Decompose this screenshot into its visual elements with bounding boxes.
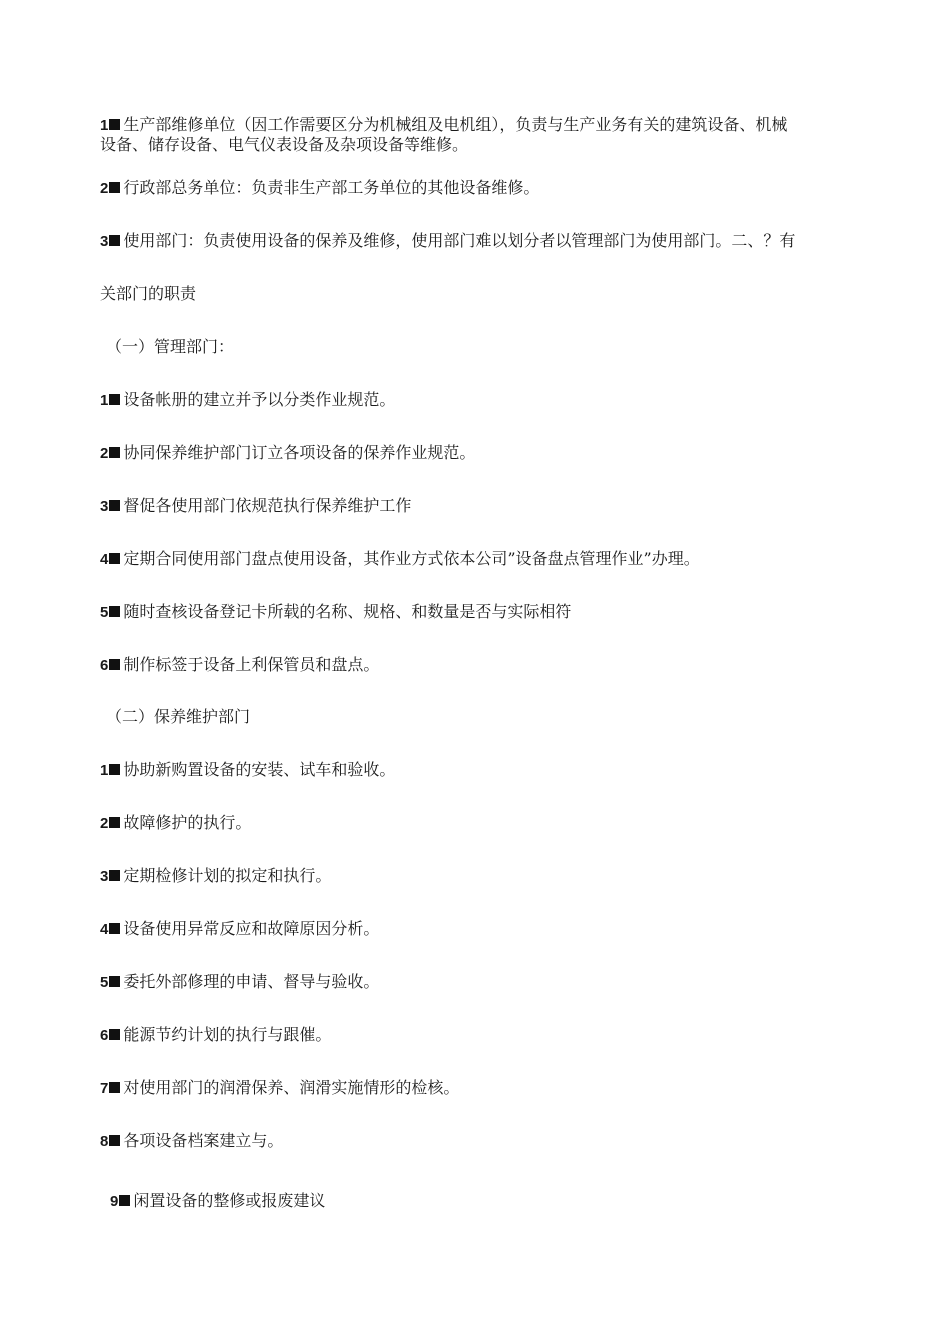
item-text: 设备使用异常反应和故障原因分析。	[123, 919, 380, 938]
section-2-item	[100, 866, 845, 887]
bullet-square-icon	[109, 1082, 120, 1093]
bullet-square-icon	[109, 500, 120, 511]
bullet-square-icon	[109, 235, 120, 246]
section-1-item	[100, 549, 845, 570]
item-number: 1	[100, 392, 109, 409]
item-number: 7	[100, 1080, 109, 1097]
bullet-square-icon	[109, 606, 120, 617]
item-text: 各项设备档案建立与。	[123, 1131, 284, 1150]
section-heading-text: （一）管理部门：	[106, 337, 235, 356]
item-number: 4	[100, 551, 109, 568]
bullet-square-icon	[109, 659, 120, 670]
section-heading-text: （二）保养维护部门	[106, 707, 251, 726]
section-1-item	[100, 390, 845, 411]
intro-paragraph-1-line-2	[100, 135, 845, 155]
section-2-item	[100, 813, 845, 834]
section-1-item	[100, 443, 845, 464]
item-text: 能源节约计划的执行与跟催。	[123, 1025, 332, 1044]
section-2-heading	[106, 707, 851, 727]
item-number: 1	[100, 762, 109, 779]
section-1-item	[100, 602, 845, 623]
item-number: 2	[100, 815, 109, 832]
intro-paragraph-3	[100, 231, 845, 252]
item-number: 4	[100, 921, 109, 938]
item-text: 设备帐册的建立并予以分类作业规范。	[123, 390, 396, 409]
section-1-item	[100, 655, 845, 676]
bullet-square-icon	[109, 870, 120, 881]
item-number: 3	[100, 498, 109, 515]
section-2-item	[100, 1078, 845, 1099]
item-text: 闲置设备的整修或报废建议	[133, 1191, 326, 1210]
item-text: 委托外部修理的申请、督导与验收。	[123, 972, 380, 991]
item-text: 随时查核设备登记卡所载的名称、规格、和数量是否与实际相符	[123, 602, 572, 621]
bullet-square-icon	[109, 553, 120, 564]
item-number: 3	[100, 233, 109, 250]
bullet-square-icon	[109, 923, 120, 934]
item-text: 定期检修计划的拟定和执行。	[123, 866, 332, 885]
item-number: 2	[100, 180, 109, 197]
section-1-item	[100, 496, 845, 517]
section-2-item	[100, 972, 845, 993]
item-number: 5	[100, 974, 109, 991]
item-number: 2	[100, 445, 109, 462]
item-text: 协助新购置设备的安装、试车和验收。	[123, 760, 396, 779]
item-number: 8	[100, 1133, 109, 1150]
item-text: 协同保养维护部门订立各项设备的保养作业规范。	[123, 443, 476, 462]
item-text: 对使用部门的润滑保养、润滑实施情形的检核。	[123, 1078, 460, 1097]
item-text: 定期合同使用部门盘点使用设备，其作业方式依本公司”设备盘点管理作业”办理。	[123, 549, 700, 568]
section-1-heading	[106, 337, 851, 357]
intro-paragraph-1-line-1	[100, 115, 845, 136]
bullet-square-icon	[109, 1135, 120, 1146]
bullet-square-icon	[109, 394, 120, 405]
intro-paragraph-2	[100, 178, 845, 199]
bullet-square-icon	[109, 817, 120, 828]
item-number: 5	[100, 604, 109, 621]
section-2-item	[100, 1131, 845, 1152]
item-number: 9	[110, 1193, 119, 1210]
bullet-square-icon	[109, 764, 120, 775]
bullet-square-icon	[109, 447, 120, 458]
item-number: 6	[100, 1027, 109, 1044]
item-text: 故障修护的执行。	[123, 813, 252, 832]
bullet-square-icon	[119, 1195, 130, 1206]
bullet-square-icon	[109, 1029, 120, 1040]
item-text: 制作标签于设备上利保管员和盘点。	[123, 655, 380, 674]
bullet-square-icon	[109, 119, 120, 130]
item-text: 行政部总务单位：负责非生产部工务单位的其他设备维修。	[123, 178, 540, 197]
item-number: 6	[100, 657, 109, 674]
item-number: 3	[100, 868, 109, 885]
intro-paragraph-3-continuation	[100, 284, 845, 304]
item-text: 督促各使用部门依规范执行保养维护工作	[123, 496, 412, 515]
item-text: 使用部门：负责使用设备的保养及维修，使用部门难以划分者以管理部门为使用部门。二、？有	[123, 231, 796, 250]
item-text: 设备、储存设备、电气仪表设备及杂项设备等维修。	[100, 135, 469, 154]
item-number: 1	[100, 117, 109, 134]
bullet-square-icon	[109, 182, 120, 193]
bullet-square-icon	[109, 976, 120, 987]
section-2-item	[100, 760, 845, 781]
section-2-item	[110, 1191, 855, 1212]
section-2-item	[100, 919, 845, 940]
item-text: 生产部维修单位（因工作需要区分为机械组及电机组），负责与生产业务有关的建筑设备、机械	[123, 115, 788, 134]
section-2-item	[100, 1025, 845, 1046]
item-text: 关部门的职责	[100, 284, 197, 303]
